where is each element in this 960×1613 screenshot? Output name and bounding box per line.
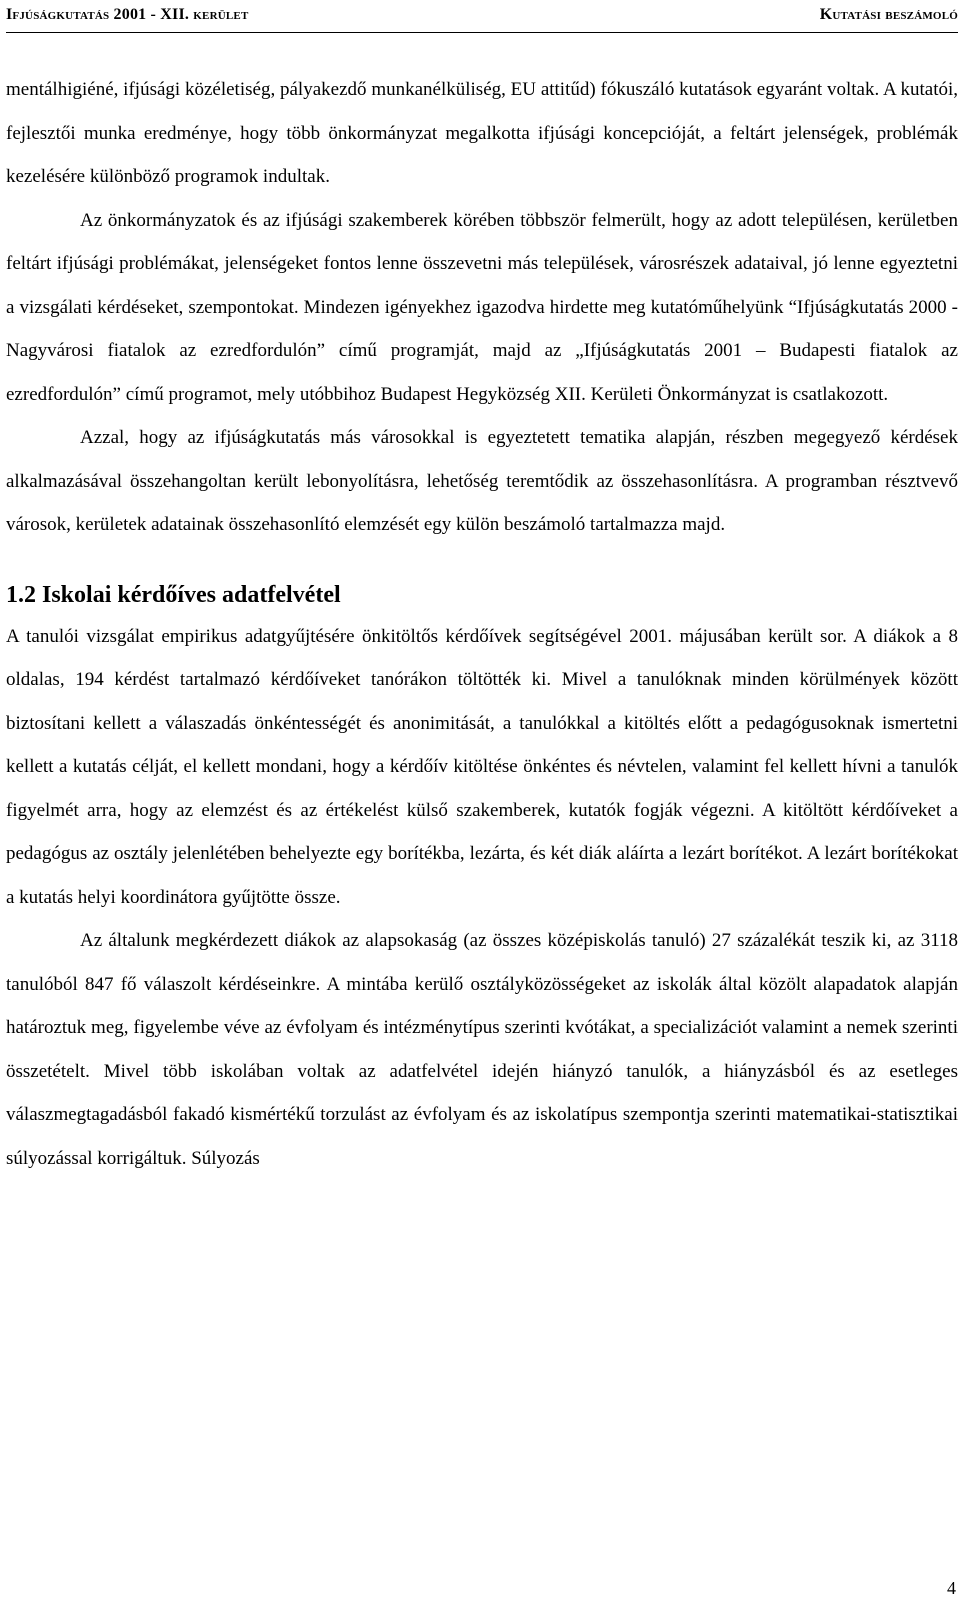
section-heading: 1.2 Iskolai kérdőíves adatfelvétel [6, 581, 341, 608]
section-paragraph: A tanulói vizsgálat empirikus adatgyűjtésére önkitöltős kérdőívek segítségével 2001. májusában került sor. A diákok a 8 oldalas, 194 kérdést tartalmazó kérdőíveket tanórákon töltötték ki. Mivel a tanulóknak minden körülmények között biztosítani kellett a válaszadás önkéntességét és anonimitását, a tanulókkal a kitöltés előtt a pedagógusoknak ismertetni kellett a kutatás célját, el kellett mondani, hogy a kérdőív kitöltése önkéntes és névtelen, valamint fel kellett hívni a tanulók figyelmét arra, hogy az elemzést és az értékelést külső szakemberek, kutatók fogják végezni. A kitöltött kérdőíveket a pedagógus az osztály jelenlétében behelyezte egy borítékba, lezárta, és két diák aláírta a lezárt borítékot. A lezárt borítékokat a kutatás helyi koordinátora gyűjtötte össze. [6, 625, 958, 908]
header-title: Ifjúságkutatás 2001 - XII. kerület [6, 6, 249, 23]
paragraph: Azzal, hogy az ifjúságkutatás más városokkal is egyeztetett tematika alapján, részben megegyező kérdések alkalmazásával összehangoltan került lebonyolításra, lehetőség teremtődik az összehasonlításra. A programban résztvevő városok, kerületek adatainak összehasonlító elemzését egy külön beszámoló tartalmazza majd. [6, 427, 958, 535]
header-divider [6, 32, 958, 33]
header-doc-type: Kutatási beszámoló [819, 6, 958, 23]
page-number: 4 [947, 1578, 956, 1598]
running-header [6, 6, 958, 28]
paragraph: Az önkormányzatok és az ifjúsági szakemberek körében többször felmerült, hogy az adott településen, kerületben feltárt ifjúsági problémákat, jelenségeket fontos lenne összevetni más települések, városrészek adataival, jó lenne egyeztetni a vizsgálati kérdéseket, szempontokat. Mindezen igényekhez igazodva hirdette meg kutatóműhelyünk “Ifjúságkutatás 2000 - Nagyvárosi fiatalok az ezredfordulón” című programját, majd az „Ifjúságkutatás 2001 – Budapesti fiatalok az ezredfordulón” című programot, mely utóbbihoz Budapest Hegyközség XII. Kerületi Önkormányzat is csatlakozott. [6, 209, 958, 405]
paragraph-continued: mentálhigiéné, ifjúsági közéletiség, pályakezdő munkanélküliség, EU attitűd) fókuszáló kutatások egyaránt voltak. A kutatói, fejlesztői munka eredménye, hogy több önkormányzat megalkotta ifjúsági koncepcióját, a feltárt jelenségek, problémák kezelésére különböző programok indultak. [6, 79, 958, 187]
section-paragraph: Az általunk megkérdezett diákok az alapsokaság (az összes középiskolás tanuló) 27 százalékát teszik ki, az 3118 tanulóból 847 fő válaszolt kérdéseinkre. A mintába kerülő osztályközösségeket az iskolák által közölt alapadatok alapján határoztuk meg, figyelembe véve az évfolyam és intézménytípus szerinti kvótákat, a specializációt valamint a nemek szerinti összetételt. Mivel több iskolában voltak az adatfelvétel idején hiányzó tanulók, a hiányzásból és az esetleges válaszmegtagadásból fakadó kismértékű torzulást az évfolyam és az iskolatípus szempontja szerinti matematikai-statisztikai súlyozással korrigáltuk. Súlyozás [6, 930, 958, 1169]
page-body [6, 68, 958, 1180]
